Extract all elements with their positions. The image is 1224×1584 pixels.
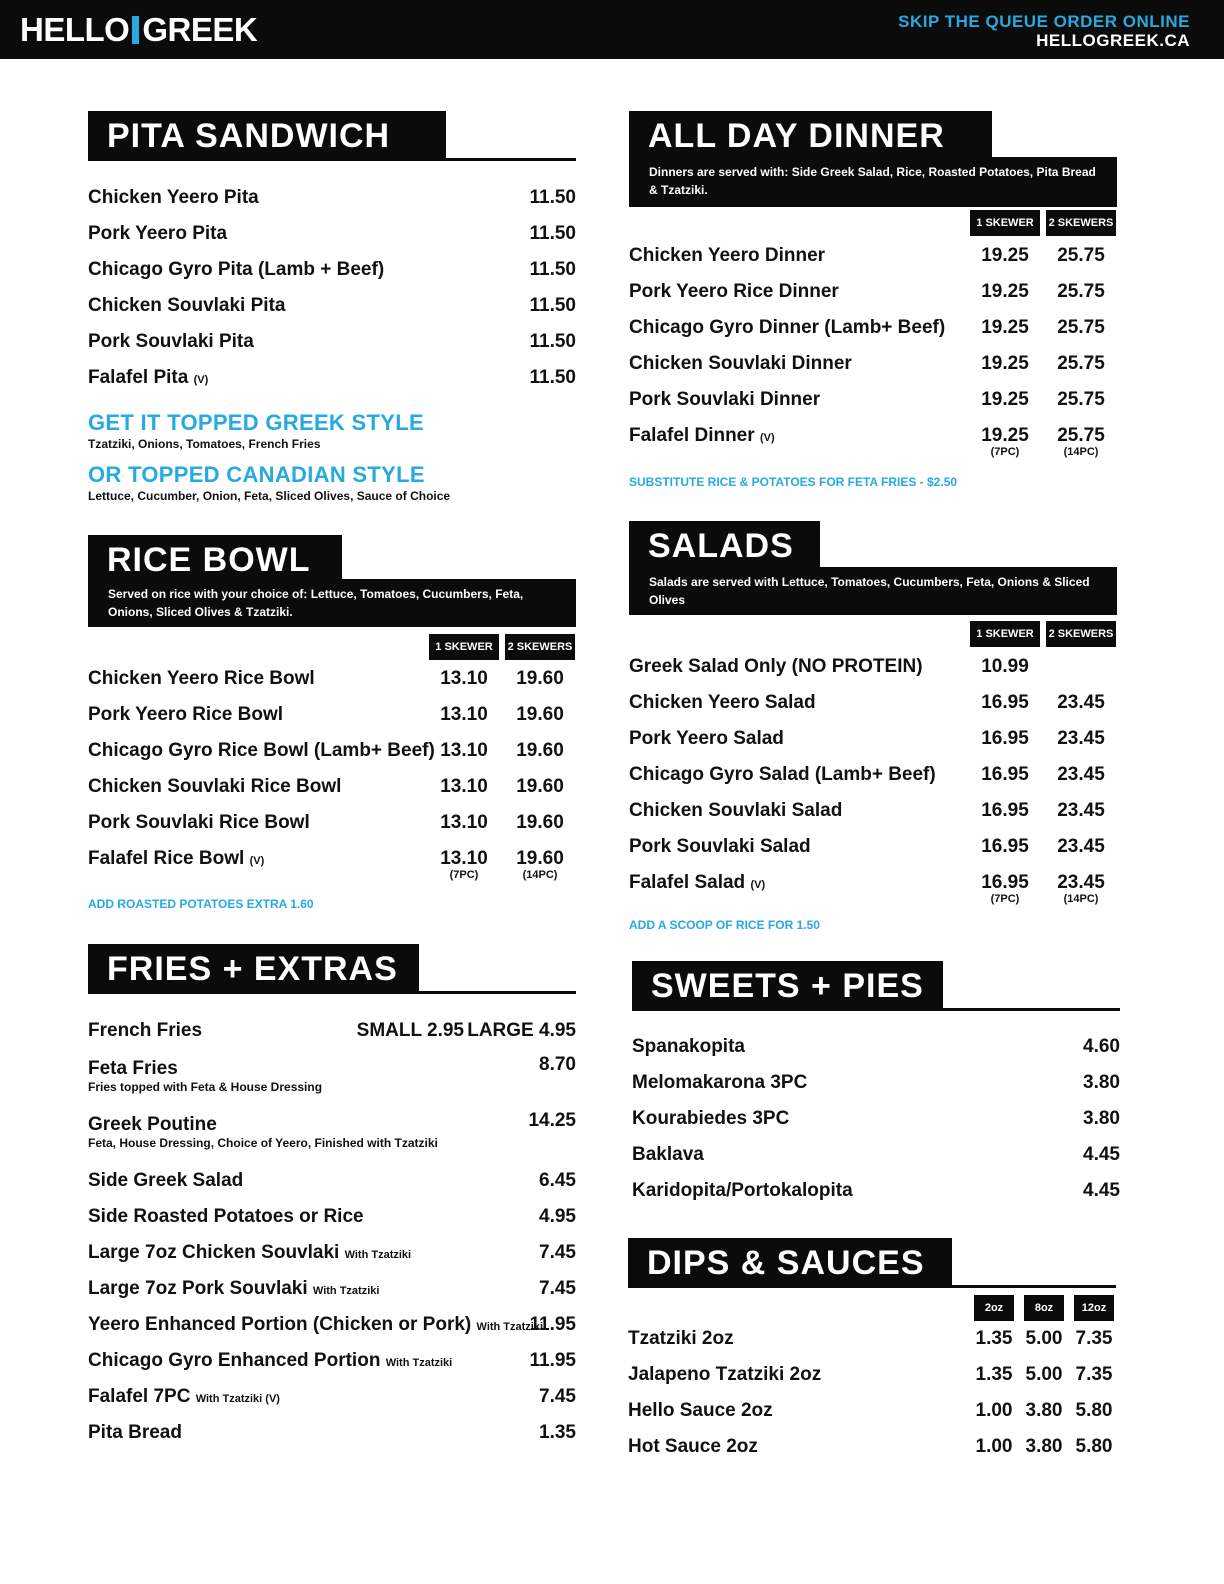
item-price: 11.50 [529,295,576,316]
menu-item[interactable] [88,1346,576,1376]
item-price: 11.95 [529,1314,576,1335]
logo-left-text: HELLO [20,11,130,48]
price-2-skewers: 23.45 [1057,836,1105,857]
section-rule [88,158,576,161]
menu-item[interactable] [632,1140,1120,1170]
menu-item[interactable] [88,1310,576,1340]
item-name [629,277,839,307]
item-name-text: Chicago Gyro Dinner (Lamb+ Beef) [629,317,946,338]
item-price: 11.50 [529,259,576,280]
piece-count-1: (7PC) [990,446,1020,458]
item-name [88,1346,452,1378]
price-1-skewer: 13.10 [440,812,488,833]
item-price: 11.50 [529,367,576,388]
price-2-skewers: 25.75 [1057,317,1105,338]
price-2-skewers: 25.75 [1057,425,1105,446]
item-price: 8.70 [539,1054,576,1075]
item-name [88,664,315,694]
price-8oz: 3.80 [1025,1400,1063,1421]
salads-section [629,521,1117,941]
menu-item[interactable] [88,1418,576,1448]
menu-item[interactable] [88,327,576,357]
price-12oz: 5.80 [1075,1436,1113,1457]
section-title: RICE BOWL [107,541,311,579]
item-name-text: Spanakopita [632,1036,745,1057]
item-name-text: Side Greek Salad [88,1170,244,1191]
item-name: Hot Sauce 2oz [628,1436,758,1457]
item-name-text: Falafel Dinner [629,425,755,446]
item-price: 4.60 [1083,1036,1120,1057]
item-name-text: Greek Salad Only (NO PROTEIN) [629,656,923,677]
section-extra-note: ADD A SCOOP OF RICE FOR 1.50 [629,918,820,932]
item-name-text: Yeero Enhanced Portion (Chicken or Pork) [88,1314,472,1335]
price-2oz: 1.35 [975,1364,1013,1385]
price-1-skewer: 13.10 [440,740,488,761]
item-price-large: LARGE 4.95 [467,1020,576,1041]
item-name-text: Pita Bread [88,1422,182,1443]
item-price: 4.95 [539,1206,576,1227]
price-1-skewer: 19.25 [981,425,1029,446]
item-name: Jalapeno Tzatziki 2oz [628,1364,822,1385]
price-2-skewers: 19.60 [516,704,564,725]
col-header-2-skewers: 2 SKEWERS [505,634,575,660]
item-price: 11.50 [529,187,576,208]
section-title: PITA SANDWICH [107,117,391,155]
item-name-text: Pork Yeero Salad [629,728,784,749]
price-1-skewer: 16.95 [981,692,1029,713]
item-name [629,652,923,682]
item-name [629,796,842,826]
section-header [88,535,342,585]
section-note: Salads are served with Lettuce, Tomatoes, Cucumbers, Feta, Onions & Sliced Olives [629,567,1117,615]
piece-count-2: (14PC) [1063,446,1099,458]
item-name-text: Chicago Gyro Rice Bowl (Lamb+ Beef) [88,740,435,761]
item-name-text: Pork Souvlaki Pita [88,331,254,352]
item-name [629,760,936,790]
item-name [632,1032,745,1062]
item-name-text: Melomakarona 3PC [632,1072,808,1093]
section-extra-note: ADD ROASTED POTATOES EXTRA 1.60 [88,897,314,911]
price-2-skewers: 23.45 [1057,728,1105,749]
menu-item[interactable] [629,688,1117,718]
section-header [629,111,992,161]
item-name [632,1104,789,1134]
item-note: With Tzatziki (V) [195,1393,280,1405]
item-name [88,844,264,876]
menu-item[interactable] [88,291,576,321]
item-price: 4.45 [1083,1180,1120,1201]
item-name-text: Pork Yeero Rice Dinner [629,281,839,302]
promo-tagline: SKIP THE QUEUE ORDER ONLINE [898,12,1190,31]
promo-website[interactable]: HELLOGREEK.CA [1036,31,1190,50]
price-1-skewer: 13.10 [440,776,488,797]
greek-style-desc: Tzatziki, Onions, Tomatoes, French Fries [88,437,321,451]
price-2-skewers: 19.60 [516,848,564,869]
sweets-pies-section [632,961,1120,1211]
item-price: 7.45 [539,1242,576,1263]
section-header [629,521,820,571]
price-1-skewer: 13.10 [440,704,488,725]
price-2-skewers: 19.60 [516,776,564,797]
item-price: 11.50 [529,331,576,352]
greek-style-title: GET IT TOPPED GREEK STYLE [88,410,424,435]
price-2-skewers: 25.75 [1057,281,1105,302]
price-1-skewer: 19.25 [981,245,1029,266]
price-2-skewers: 23.45 [1057,800,1105,821]
item-name-text: Falafel Rice Bowl [88,848,245,869]
item-name-text: Baklava [632,1144,704,1165]
col-header-12oz: 12oz [1074,1295,1114,1321]
item-name [88,1274,379,1306]
item-name [88,291,285,321]
all-day-dinner-section [629,111,1117,501]
item-price-small: SMALL 2.95 [356,1020,464,1041]
menu-item[interactable] [88,1238,576,1268]
item-name [629,688,816,718]
section-title: DIPS & SAUCES [647,1244,925,1282]
col-header-1-skewer: 1 SKEWER [970,621,1040,647]
canadian-style-title: OR TOPPED CANADIAN STYLE [88,462,425,487]
price-1-skewer: 16.95 [981,800,1029,821]
item-name [88,219,227,249]
price-1-skewer: 19.25 [981,281,1029,302]
item-name [629,385,820,415]
price-8oz: 5.00 [1025,1364,1063,1385]
menu-item[interactable] [88,255,576,285]
item-name-text: Pork Souvlaki Dinner [629,389,821,410]
item-name-text: Greek Poutine [88,1114,217,1135]
menu-item[interactable] [88,700,576,730]
price-12oz: 7.35 [1075,1328,1113,1349]
item-name-text: Chicken Souvlaki Dinner [629,353,852,374]
item-name-text: Chicken Souvlaki Rice Bowl [88,776,342,797]
item-name-text: Chicken Souvlaki Salad [629,800,843,821]
col-header-2-skewers: 2 SKEWERS [1046,621,1116,647]
price-2-skewers: 19.60 [516,668,564,689]
menu-item[interactable] [629,868,1117,905]
menu-item[interactable] [628,1396,1116,1426]
item-price: 11.95 [529,1350,576,1371]
price-1-skewer: 19.25 [981,317,1029,338]
menu-item[interactable] [629,277,1117,307]
price-2-skewers: 23.45 [1057,872,1105,893]
menu-item[interactable] [88,1274,576,1304]
item-name [629,421,775,453]
menu-item[interactable] [629,796,1117,826]
item-name-text: Kourabiedes 3PC [632,1108,790,1129]
menu-item[interactable] [88,183,576,213]
menu-item[interactable] [88,808,576,838]
item-name [88,700,283,730]
item-name: French Fries [88,1020,203,1041]
col-header-1-skewer: 1 SKEWER [970,210,1040,236]
item-name-text: Pork Souvlaki Rice Bowl [88,812,310,833]
vegetarian-tag: (V) [193,374,209,386]
price-1-skewer: 10.99 [981,656,1029,677]
menu-item[interactable] [629,421,1117,458]
item-name-text: Chicago Gyro Salad (Lamb+ Beef) [629,764,936,785]
section-title: FRIES + EXTRAS [107,950,398,988]
piece-count-2: (14PC) [522,869,558,881]
price-2-skewers: 23.45 [1057,764,1105,785]
piece-count-1: (7PC) [449,869,479,881]
item-name-text: Chicago Gyro Pita (Lamb + Beef) [88,259,385,280]
item-name-text: Chicken Yeero Salad [629,692,816,713]
price-2oz: 1.35 [975,1328,1013,1349]
item-description: Feta, House Dressing, Choice of Yeero, Finished with Tzatziki [88,1136,438,1150]
section-title: SWEETS + PIES [651,967,924,1005]
menu-item[interactable] [88,1054,576,1094]
price-2-skewers: 25.75 [1057,353,1105,374]
price-1-skewer: 16.95 [981,872,1029,893]
price-1-skewer: 13.10 [440,668,488,689]
menu-item[interactable] [629,241,1117,271]
section-note: Served on rice with your choice of: Lettuce, Tomatoes, Cucumbers, Feta, Onions, Sliced Olives & Tzatziki. [88,579,576,627]
menu-item[interactable] [629,313,1117,343]
item-note: With Tzatziki [476,1321,544,1333]
item-price: 3.80 [1083,1072,1120,1093]
menu-item[interactable] [629,724,1117,754]
section-note: Dinners are served with: Side Greek Salad, Rice, Roasted Potatoes, Pita Bread & Tzatziki. [629,157,1117,207]
menu-item[interactable] [629,760,1117,790]
price-12oz: 5.80 [1075,1400,1113,1421]
vegetarian-tag: (V) [759,432,775,444]
price-2-skewers: 25.75 [1057,245,1105,266]
item-name-text: Pork Yeero Pita [88,223,228,244]
item-name-text: Chicken Souvlaki Pita [88,295,286,316]
section-title: SALADS [648,527,794,565]
item-name-text: Pork Yeero Rice Bowl [88,704,284,725]
price-2-skewers: 19.60 [516,740,564,761]
item-name [632,1140,704,1170]
menu-item[interactable] [628,1360,1116,1390]
section-rule [628,1285,1116,1288]
item-name [88,1382,280,1414]
price-12oz: 7.35 [1075,1364,1113,1385]
item-name [88,1166,243,1196]
rice-bowl-section [88,535,576,915]
price-2oz: 1.00 [975,1400,1013,1421]
price-2-skewers: 23.45 [1057,692,1105,713]
menu-item[interactable] [628,1432,1116,1462]
item-name [88,363,208,395]
menu-item[interactable] [629,832,1117,862]
item-name-text: Falafel Salad [629,872,746,893]
menu-item[interactable] [632,1068,1120,1098]
col-header-8oz: 8oz [1024,1295,1064,1321]
item-price: 14.25 [528,1110,576,1131]
item-note: With Tzatziki [385,1357,453,1369]
section-header [628,1238,952,1288]
section-title: ALL DAY DINNER [648,117,945,155]
item-name [629,724,784,754]
item-name-text: Pork Souvlaki Salad [629,836,811,857]
menu-item[interactable] [88,1016,576,1046]
item-name-text: Chicken Yeero Pita [88,187,259,208]
price-8oz: 3.80 [1025,1436,1063,1457]
item-name-text: Falafel 7PC [88,1386,191,1407]
menu-item[interactable] [88,664,576,694]
menu-item[interactable] [629,652,1117,682]
item-name [632,1176,853,1206]
item-name [632,1068,807,1098]
item-name [88,1418,182,1448]
item-name [88,255,384,285]
item-price: 11.50 [529,223,576,244]
item-price: 6.45 [539,1170,576,1191]
item-name-text: Chicken Yeero Dinner [629,245,826,266]
menu-item[interactable] [628,1324,1116,1354]
section-rule [632,1008,1120,1011]
section-rule [88,991,576,994]
menu-item[interactable] [88,1382,576,1412]
item-name [88,808,310,838]
section-header [632,961,943,1011]
price-2-skewers: 19.60 [516,812,564,833]
pita-sandwich-section [88,111,576,511]
price-8oz: 5.00 [1025,1328,1063,1349]
logo-divider [132,16,139,44]
item-name-text: Large 7oz Chicken Souvlaki [88,1242,340,1263]
top-bar [0,0,1224,59]
menu-item[interactable] [632,1104,1120,1134]
item-name-text: Large 7oz Pork Souvlaki [88,1278,308,1299]
item-name [629,313,945,343]
item-name [88,772,341,802]
menu-item[interactable] [88,844,576,881]
item-name: Hello Sauce 2oz [628,1400,773,1421]
menu-item[interactable] [629,349,1117,379]
menu-item[interactable] [88,772,576,802]
item-name [88,1310,543,1342]
item-name-text: Feta Fries [88,1058,178,1079]
logo-right-text: GREEK [142,11,258,48]
section-header [88,944,419,994]
item-price: 7.45 [539,1386,576,1407]
item-name [88,736,435,766]
menu-item[interactable] [629,385,1117,415]
menu-item[interactable] [88,219,576,249]
menu-item[interactable] [88,1202,576,1232]
col-header-1-skewer: 1 SKEWER [429,634,499,660]
canadian-style-desc: Lettuce, Cucumber, Onion, Feta, Sliced Olives, Sauce of Choice [88,489,451,503]
logo[interactable] [20,12,257,48]
price-2-skewers: 25.75 [1057,389,1105,410]
piece-count-2: (14PC) [1063,893,1099,905]
online-order-promo[interactable] [898,12,1190,50]
menu-item[interactable] [88,736,576,766]
item-name-text: Chicago Gyro Enhanced Portion [88,1350,381,1371]
item-price: 7.45 [539,1278,576,1299]
item-note: With Tzatziki [312,1285,380,1297]
item-name: Tzatziki 2oz [628,1328,734,1349]
section-header [88,111,446,161]
price-1-skewer: 16.95 [981,836,1029,857]
item-name [629,868,765,900]
menu-item[interactable] [632,1176,1120,1206]
item-name-text: Falafel Pita [88,367,189,388]
menu-item[interactable] [88,363,576,393]
menu-item[interactable] [88,1166,576,1196]
item-price: 4.45 [1083,1144,1120,1165]
item-price: 1.35 [539,1422,576,1443]
price-1-skewer: 16.95 [981,764,1029,785]
item-name [629,349,852,379]
col-header-2oz: 2oz [974,1295,1014,1321]
item-name [88,1202,364,1232]
price-1-skewer: 19.25 [981,353,1029,374]
fries-extras-section [88,944,576,1464]
price-2oz: 1.00 [975,1436,1013,1457]
item-name [629,241,825,271]
item-name-text: Karidopita/Portokalopita [632,1180,853,1201]
item-description: Fries topped with Feta & House Dressing [88,1080,323,1094]
menu-item[interactable] [88,1110,576,1150]
price-1-skewer: 13.10 [440,848,488,869]
piece-count-1: (7PC) [990,893,1020,905]
price-1-skewer: 19.25 [981,389,1029,410]
vegetarian-tag: (V) [249,855,265,867]
menu-item[interactable] [632,1032,1120,1062]
item-name [629,832,811,862]
item-note: With Tzatziki [344,1249,412,1261]
item-name [88,1238,411,1270]
dips-sauces-section [628,1238,1116,1468]
item-price: 3.80 [1083,1108,1120,1129]
item-name-text: Side Roasted Potatoes or Rice [88,1206,364,1227]
item-name [88,183,259,213]
item-name-text: Chicken Yeero Rice Bowl [88,668,315,689]
item-name [88,327,254,357]
col-header-2-skewers: 2 SKEWERS [1046,210,1116,236]
section-extra-note: SUBSTITUTE RICE & POTATOES FOR FETA FRIES - $2.50 [629,475,958,489]
price-1-skewer: 16.95 [981,728,1029,749]
vegetarian-tag: (V) [750,879,766,891]
